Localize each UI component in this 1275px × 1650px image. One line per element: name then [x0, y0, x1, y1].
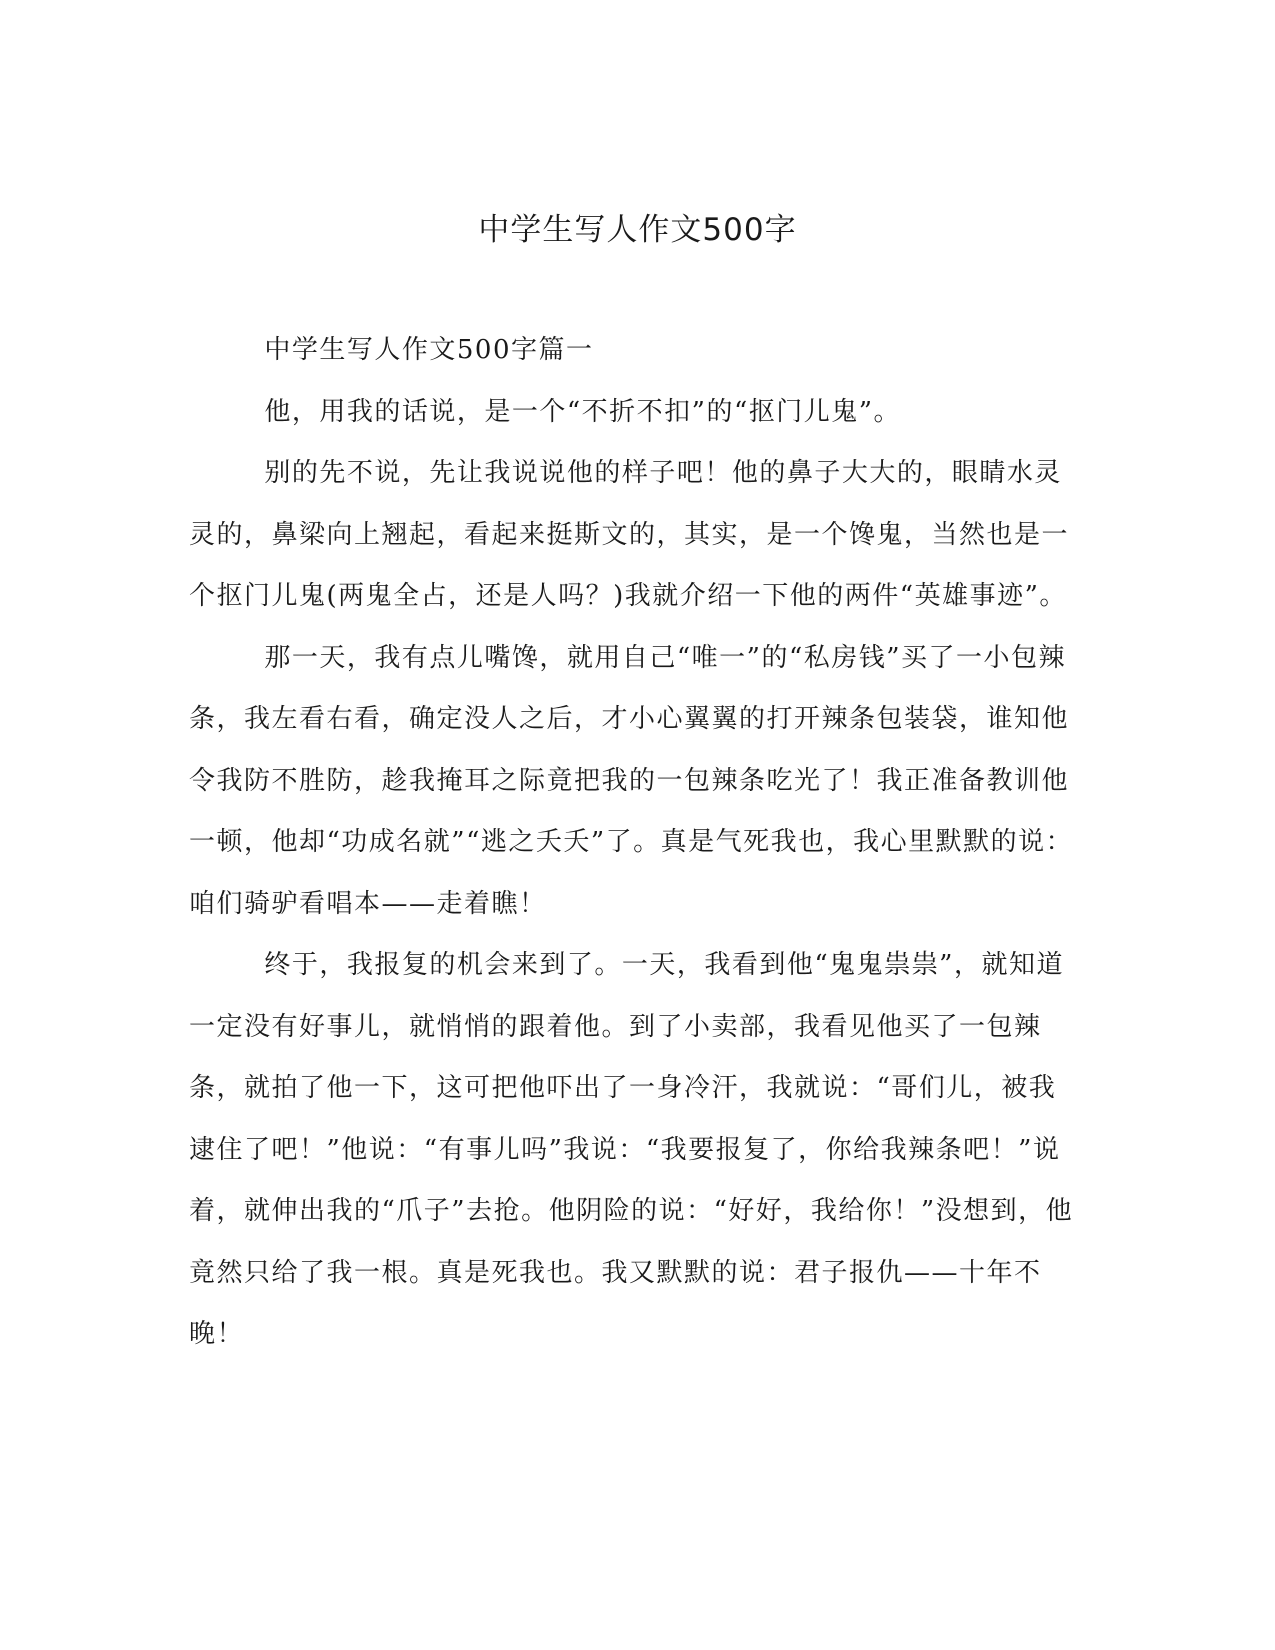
paragraph: 终于，我报复的机会来到了。一天，我看到他“鬼鬼祟祟”，就知道一定没有好事儿，就悄悄的跟着他。到了小卖部，我看见他买了一包辣条，就拍了他一下，这可把他吓出了一身冷汗，我就说：“哥们儿，被我逮住了吧！”他说：“有事儿吗”我说：“我要报复了，你给我辣条吧！”说着，就伸出我的“爪子”去抢。他阴险的说：“好好，我给你！”没想到，他竟然只给了我一根。真是死我也。我又默默的说：君子报仇——十年不晚！: [189, 950, 1074, 1349]
document-title: 中学生写人作文500字: [478, 212, 797, 248]
paragraph: 别的先不说，先让我说说他的样子吧！他的鼻子大大的，眼睛水灵灵的，鼻梁向上翘起，看起来挺斯文的，其实，是一个馋鬼，当然也是一个抠门儿鬼(两鬼全占，还是人吗？)我就介绍一下他的两件“英雄事迹”。: [189, 458, 1070, 611]
document-body: [189, 320, 1079, 1366]
paragraph: 他，用我的话说，是一个“不折不扣”的“抠门儿鬼”。: [264, 396, 902, 427]
paragraph: 那一天，我有点儿嘴馋，就用自己“唯一”的“私房钱”买了一小包辣条，我左看右看，确定没人之后，才小心翼翼的打开辣条包装袋，谁知他令我防不胜防，趁我掩耳之际竟把我的一包辣条吃光了！我正准备教训他一顿，他却“功成名就”“逃之夭夭”了。真是气死我也，我心里默默的说：咱们骑驴看唱本——走着瞧！: [189, 642, 1074, 919]
section-heading: 中学生写人作文500字篇一: [264, 335, 594, 365]
